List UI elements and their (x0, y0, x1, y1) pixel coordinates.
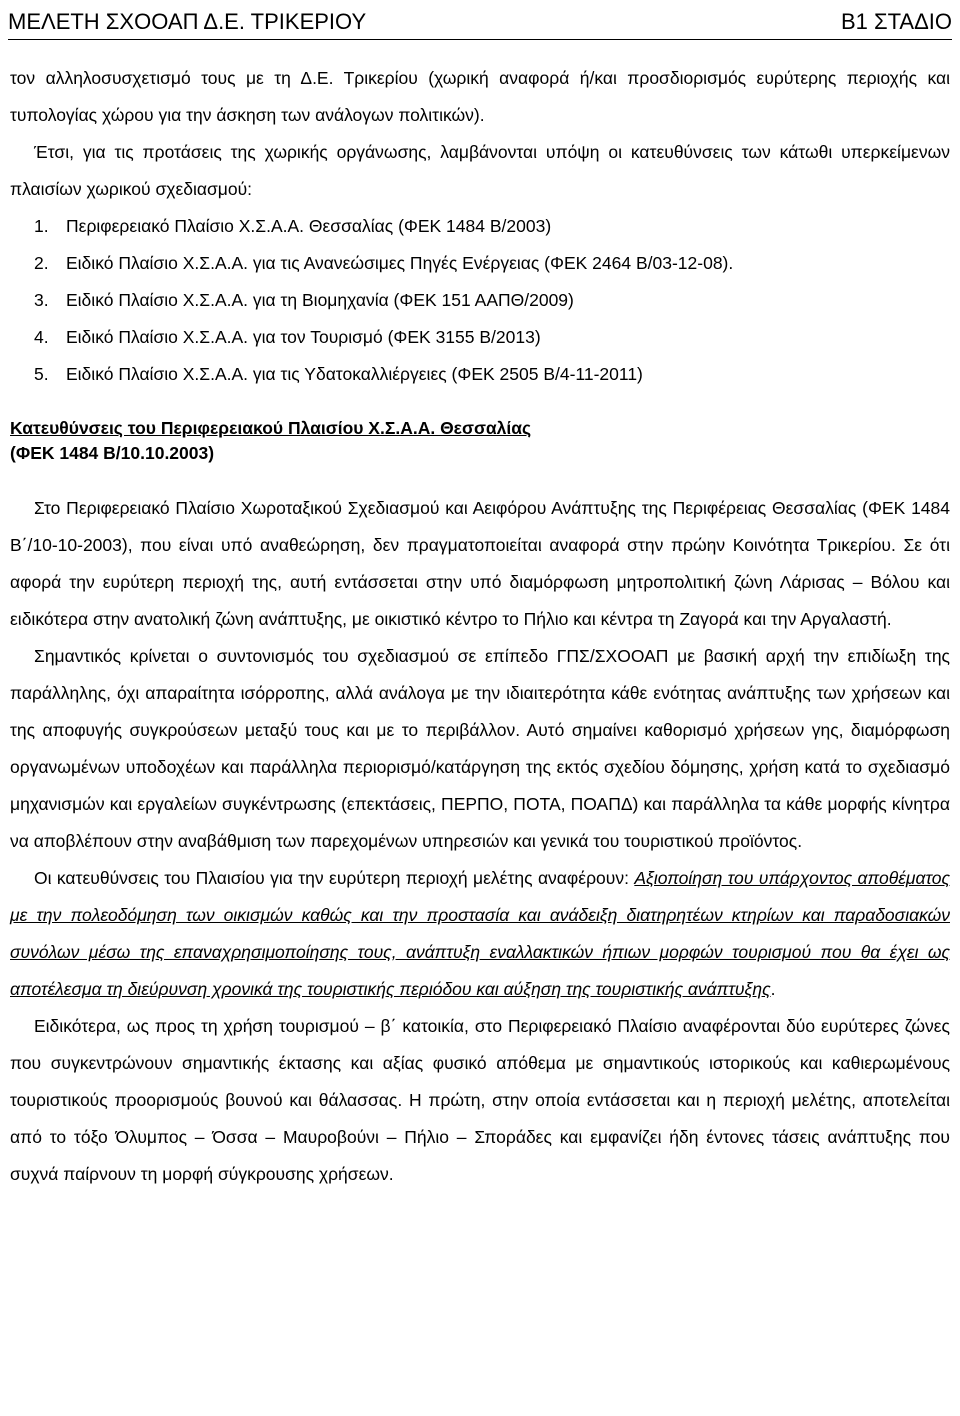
section-heading (10, 416, 950, 466)
section-paragraph-2: Σημαντικός κρίνεται ο συντονισμός του σχεδιασμού σε επίπεδο ΓΠΣ/ΣΧΟΟΑΠ με βασική αρχή την επιδίωξη της παράλληλης, όχι απαραίτητα ισόρροπης, αλλά ανάλογα με την ιδιαιτερότητα κάθε ενότητας ανάπτυξης των χρήσεων και της αποφυγής συγκρούσεων μεταξύ τους και με το περιβάλλον. Αυτό σημαίνει καθορισμό χρήσεων γης, διαμόρφωση οργανωμένων υποδοχέων και παράλληλα περιορισμό/κατάργηση της εκτός σχεδίου δόμησης, χρήση κατά το σχεδιασμό μηχανισμών και εργαλείων συγκέντρωσης (επεκτάσεις, ΠΕΡΠΟ, ΠΟΤΑ, ΠΟΑΠΔ) και παράλληλα τα κάθε μορφής κίνητρα να αποβλέπουν στην αναβάθμιση των παρεχομένων υπηρεσιών και γενικά του τουριστικού προϊόντος. (10, 646, 950, 851)
list-item-text: Ειδικό Πλαίσιο Χ.Σ.Α.Α. για τη Βιομηχανία (ΦΕΚ 151 ΑΑΠΘ/2009) (66, 290, 574, 310)
list-item-number: 2. (34, 253, 49, 273)
header-stage: Β1 ΣΤΑΔΙΟ (840, 9, 952, 34)
page-header (8, 0, 952, 40)
list-item-number: 4. (34, 327, 49, 347)
list-item-text: Ειδικό Πλαίσιο Χ.Σ.Α.Α. για τις Υδατοκαλλιέργειες (ΦΕΚ 2505 Β/4-11-2011) (66, 364, 643, 384)
intro-paragraph-1: τον αλληλοσυσχετισμό τους με τη Δ.Ε. Τρικερίου (χωρική αναφορά ή/και προσδιορισμός ευρύτερης περιοχής και τυπολογίας χώρου για την άσκηση των ανάλογων πολιτικών). (10, 68, 950, 125)
section-paragraph-4: Ειδικότερα, ως προς τη χρήση τουρισμού – β΄ κατοικία, στο Περιφερειακό Πλαίσιο αναφέρονται δύο ευρύτερες ζώνες που συγκεντρώνουν σημαντικής έκτασης και αξίας φυσικό απόθεμα με σημαντικούς ιστορικούς και καθιερωμένους τουριστικούς προορισμούς βουνού και θάλασσας. Η πρώτη, στην οποία εντάσσεται και η περιοχή μελέτης, αποτελείται από το τόξο Όλυμπος – Όσσα – Μαυροβούνι – Πήλιο – Σποράδες και εμφανίζει ήδη έντονες τάσεις ανάπτυξης που συχνά παίρνουν τη μορφή σύγκρουσης χρήσεων. (10, 1016, 950, 1184)
list-item (10, 282, 950, 319)
section-paragraph-1: Στο Περιφερειακό Πλαίσιο Χωροταξικού Σχεδιασμού και Αειφόρου Ανάπτυξης της Περιφέρειας Θεσσαλίας (ΦΕΚ 1484 Β΄/10-10-2003), που είναι υπό αναθεώρηση, δεν πραγματοποιείται αναφορά στην πρώην Κοινότητα Τρικερίου. Σε ότι αφορά την ευρύτερη περιοχή της, αυτή εντάσσεται στην υπό διαμόρφωση μητροπολιτική ζώνη Λάρισας – Βόλου και ειδικότερα στην ανατολική ζώνη ανάπτυξης, με οικιστικό κέντρο το Πήλιο και κέντρα τη Ζαγορά και την Αργαλαστή. (10, 498, 950, 629)
list-item-number: 1. (34, 216, 49, 236)
section-paragraph-3 (10, 860, 950, 1008)
intro-paragraph-2: Έτσι, για τις προτάσεις της χωρικής οργάνωσης, λαμβάνονται υπόψη οι κατευθύνσεις των κάτωθι υπερκείμενων πλαισίων χωρικού σχεδιασμού: (10, 142, 950, 199)
paragraph-3-lead: Οι κατευθύνσεις του Πλαισίου για την ευρύτερη περιοχή μελέτης αναφέρουν: (34, 868, 635, 888)
list-item-text: Περιφερειακό Πλαίσιο Χ.Σ.Α.Α. Θεσσαλίας (ΦΕΚ 1484 Β/2003) (66, 216, 552, 236)
list-item (10, 208, 950, 245)
section-heading-title: Κατευθύνσεις του Περιφερειακού Πλαισίου Χ.Σ.Α.Α. Θεσσαλίας (10, 418, 532, 438)
list-item (10, 245, 950, 282)
header-title: ΜΕΛΕΤΗ ΣΧΟΟΑΠ Δ.Ε. ΤΡΙΚΕΡΙΟΥ (8, 9, 367, 34)
section-heading-subtitle: (ΦΕΚ 1484 Β/10.10.2003) (10, 443, 215, 463)
spacer (10, 466, 950, 490)
list-item (10, 319, 950, 356)
list-item (10, 356, 950, 393)
list-item-text: Ειδικό Πλαίσιο Χ.Σ.Α.Α. για τον Τουρισμό (ΦΕΚ 3155 Β/2013) (66, 327, 541, 347)
paragraph-3-tail: . (770, 979, 776, 999)
frameworks-list (10, 208, 950, 393)
page-body (10, 60, 950, 1193)
list-item-text: Ειδικό Πλαίσιο Χ.Σ.Α.Α. για τις Ανανεώσιμες Πηγές Ενέργειας (ΦΕΚ 2464 Β/03-12-08). (66, 253, 734, 273)
list-item-number: 5. (34, 364, 49, 384)
paragraph-3-emphasis: Αξιοποίηση του υπάρχοντος αποθέματος με την πολεοδόμηση των οικισμών καθώς και την προστασία και ανάδειξη διατηρητέων κτηρίων και παραδοσιακών συνόλων μέσω της επαναχρησιμοποίησης τους, ανάπτυξη εναλλακτικών ήπιων μορφών τουρισμού που θα έχει ως αποτέλεσμα τη διεύρυνση χρονικά της τουριστικής περιόδου και αύξηση της τουριστικής ανάπτυξης (10, 868, 950, 999)
list-item-number: 3. (34, 290, 49, 310)
